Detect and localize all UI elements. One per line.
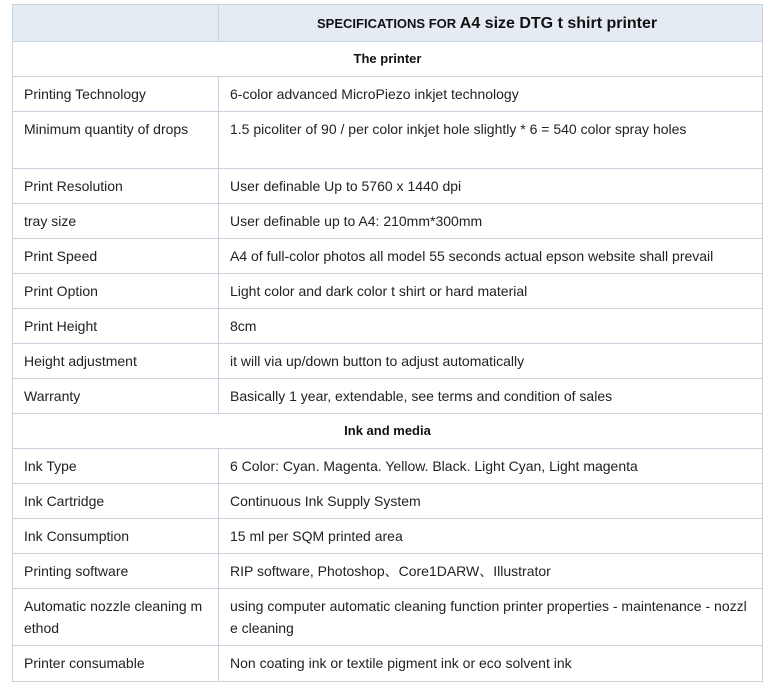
table-header-row <box>13 5 763 42</box>
spec-table-container <box>12 4 762 682</box>
spec-label: Printing Technology <box>13 77 219 112</box>
table-row <box>13 484 763 519</box>
header-empty-cell <box>13 5 219 42</box>
table-title <box>219 5 763 42</box>
spec-value: 8cm <box>219 309 763 344</box>
table-row <box>13 554 763 589</box>
spec-label: Automatic nozzle cleaning method <box>13 589 219 646</box>
spec-label: Print Height <box>13 309 219 344</box>
spec-label: Height adjustment <box>13 344 219 379</box>
table-row <box>13 239 763 274</box>
table-row <box>13 449 763 484</box>
table-row <box>13 519 763 554</box>
spec-label: Ink Cartridge <box>13 484 219 519</box>
section-title: Ink and media <box>13 414 763 449</box>
spec-label: Printer consumable <box>13 646 219 682</box>
section-row-ink <box>13 414 763 449</box>
table-row <box>13 379 763 414</box>
spec-value: Continuous Ink Supply System <box>219 484 763 519</box>
section-title: The printer <box>13 42 763 77</box>
section-row-printer <box>13 42 763 77</box>
spec-value: Basically 1 year, extendable, see terms and condition of sales <box>219 379 763 414</box>
spec-label: Minimum quantity of drops <box>13 112 219 169</box>
table-row <box>13 309 763 344</box>
spec-value: using computer automatic cleaning function printer properties - maintenance - nozzle cleaning <box>219 589 763 646</box>
spec-value: RIP software, Photoshop、Core1DARW、Illustrator <box>219 554 763 589</box>
spec-value: 6 Color: Cyan. Magenta. Yellow. Black. Light Cyan, Light magenta <box>219 449 763 484</box>
spec-label: Print Speed <box>13 239 219 274</box>
table-row <box>13 344 763 379</box>
spec-label: Ink Consumption <box>13 519 219 554</box>
spec-label: Warranty <box>13 379 219 414</box>
table-row <box>13 112 763 169</box>
spec-value: User definable Up to 5760 x 1440 dpi <box>219 169 763 204</box>
table-row <box>13 646 763 682</box>
spec-table <box>12 4 763 682</box>
spec-value: A4 of full-color photos all model 55 seconds actual epson website shall prevail <box>219 239 763 274</box>
table-row <box>13 169 763 204</box>
table-title-prefix: SPECIFICATIONS FOR <box>317 15 460 31</box>
spec-label: Print Resolution <box>13 169 219 204</box>
spec-value: 6-color advanced MicroPiezo inkjet technology <box>219 77 763 112</box>
table-row <box>13 77 763 112</box>
table-row <box>13 204 763 239</box>
spec-value: Light color and dark color t shirt or hard material <box>219 274 763 309</box>
table-title-main: A4 size DTG t shirt printer <box>459 14 658 32</box>
spec-value: 1.5 picoliter of 90 / per color inkjet hole slightly * 6 = 540 color spray holes <box>219 112 763 169</box>
spec-value: User definable up to A4: 210mm*300mm <box>219 204 763 239</box>
spec-value: it will via up/down button to adjust automatically <box>219 344 763 379</box>
spec-value: 15 ml per SQM printed area <box>219 519 763 554</box>
table-row <box>13 274 763 309</box>
spec-label: tray size <box>13 204 219 239</box>
spec-label: Ink Type <box>13 449 219 484</box>
spec-value: Non coating ink or textile pigment ink or eco solvent ink <box>219 646 763 682</box>
spec-label: Printing software <box>13 554 219 589</box>
table-row <box>13 589 763 646</box>
spec-label: Print Option <box>13 274 219 309</box>
